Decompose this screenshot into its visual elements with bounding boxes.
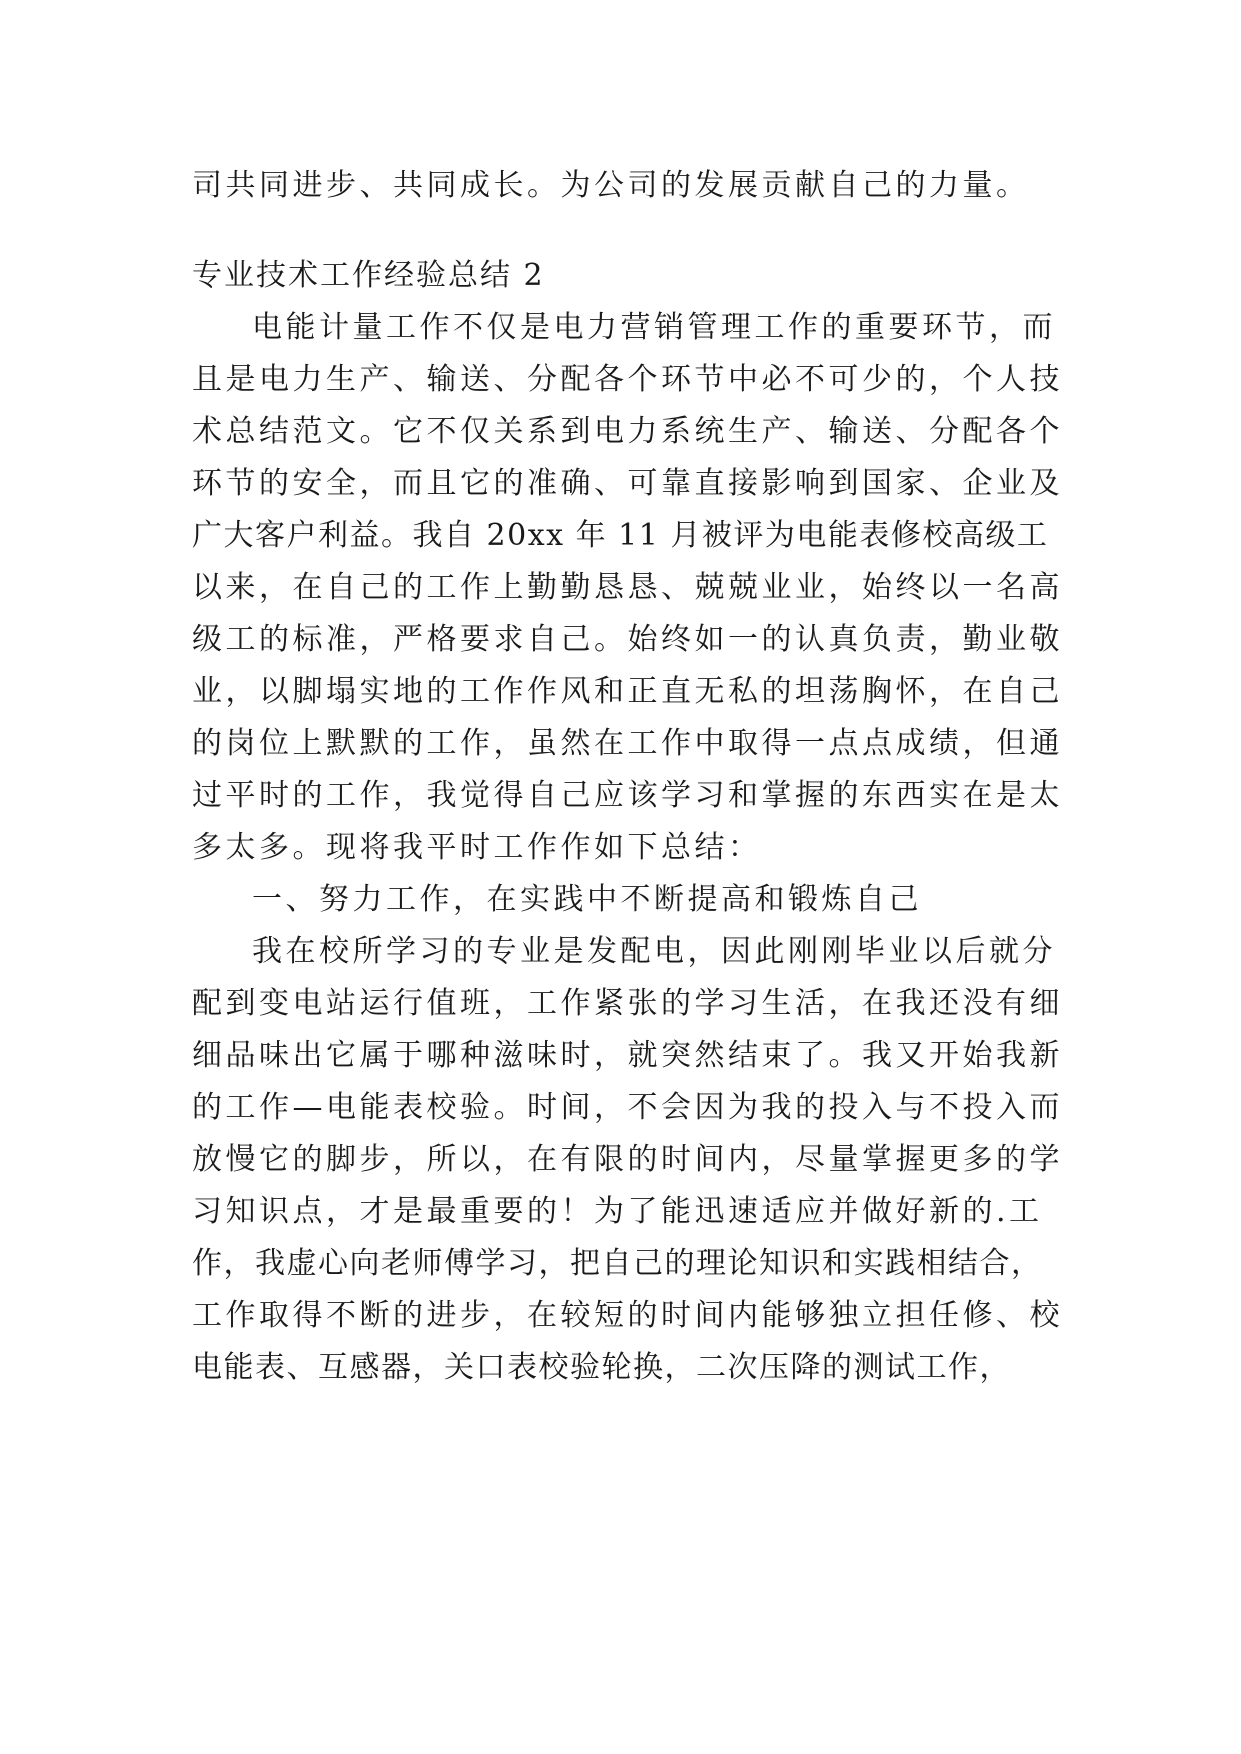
paragraph-line: 以来，在自己的工作上勤勤恳恳、兢兢业业，始终以一名高 <box>192 570 1063 605</box>
paragraph-line: 且是电力生产、输送、分配各个环节中必不可少的，个人技 <box>192 362 1063 397</box>
paragraph-line: 习知识点，才是最重要的！为了能迅速适应并做好新的.工 <box>192 1194 1043 1229</box>
paragraph-line: 广大客户利益。我自 20xx 年 11 月被评为电能表修校高级工 <box>192 518 1049 553</box>
paragraph-line: 过平时的工作，我觉得自己应该学习和掌握的东西实在是太 <box>192 778 1063 813</box>
paragraph-line: 多太多。现将我平时工作作如下总结： <box>192 830 762 865</box>
paragraph-line: 电能计量工作不仅是电力营销管理工作的重要环节，而 <box>252 310 1056 345</box>
paragraph-line: 放慢它的脚步，所以，在有限的时间内，尽量掌握更多的学 <box>192 1142 1063 1177</box>
paragraph-line: 作，我虚心向老师傅学习，把自己的理论知识和实践相结合， <box>192 1246 1043 1281</box>
paragraph-line: 工作取得不断的进步，在较短的时间内能够独立担任修、校 <box>192 1298 1063 1333</box>
paragraph-line: 的工作—电能表校验。时间，不会因为我的投入与不投入而 <box>192 1090 1063 1125</box>
paragraph-line: 业，以脚塌实地的工作作风和正直无私的坦荡胸怀，在自己 <box>192 674 1063 709</box>
paragraph-line: 配到变电站运行值班，工作紧张的学习生活，在我还没有细 <box>192 986 1063 1021</box>
paragraph-line: 我在校所学习的专业是发配电，因此刚刚毕业以后就分 <box>252 934 1056 969</box>
paragraph-line: 术总结范文。它不仅关系到电力系统生产、输送、分配各个 <box>192 414 1063 449</box>
paragraph-line: 的岗位上默默的工作，虽然在工作中取得一点点成绩，但通 <box>192 726 1063 761</box>
paragraph-line: 电能表、互感器，关口表校验轮换，二次压降的测试工作， <box>192 1350 1011 1385</box>
paragraph-line: 司共同进步、共同成长。为公司的发展贡献自己的力量。 <box>192 168 1030 203</box>
section-title: 专业技术工作经验总结 2 <box>192 258 545 293</box>
subsection-heading: 一、努力工作，在实践中不断提高和锻炼自己 <box>252 882 922 917</box>
paragraph-line: 环节的安全，而且它的准确、可靠直接影响到国家、企业及 <box>192 466 1063 501</box>
paragraph-line: 级工的标准，严格要求自己。始终如一的认真负责，勤业敬 <box>192 622 1063 657</box>
paragraph-line: 细品味出它属于哪种滋味时，就突然结束了。我又开始我新 <box>192 1038 1063 1073</box>
